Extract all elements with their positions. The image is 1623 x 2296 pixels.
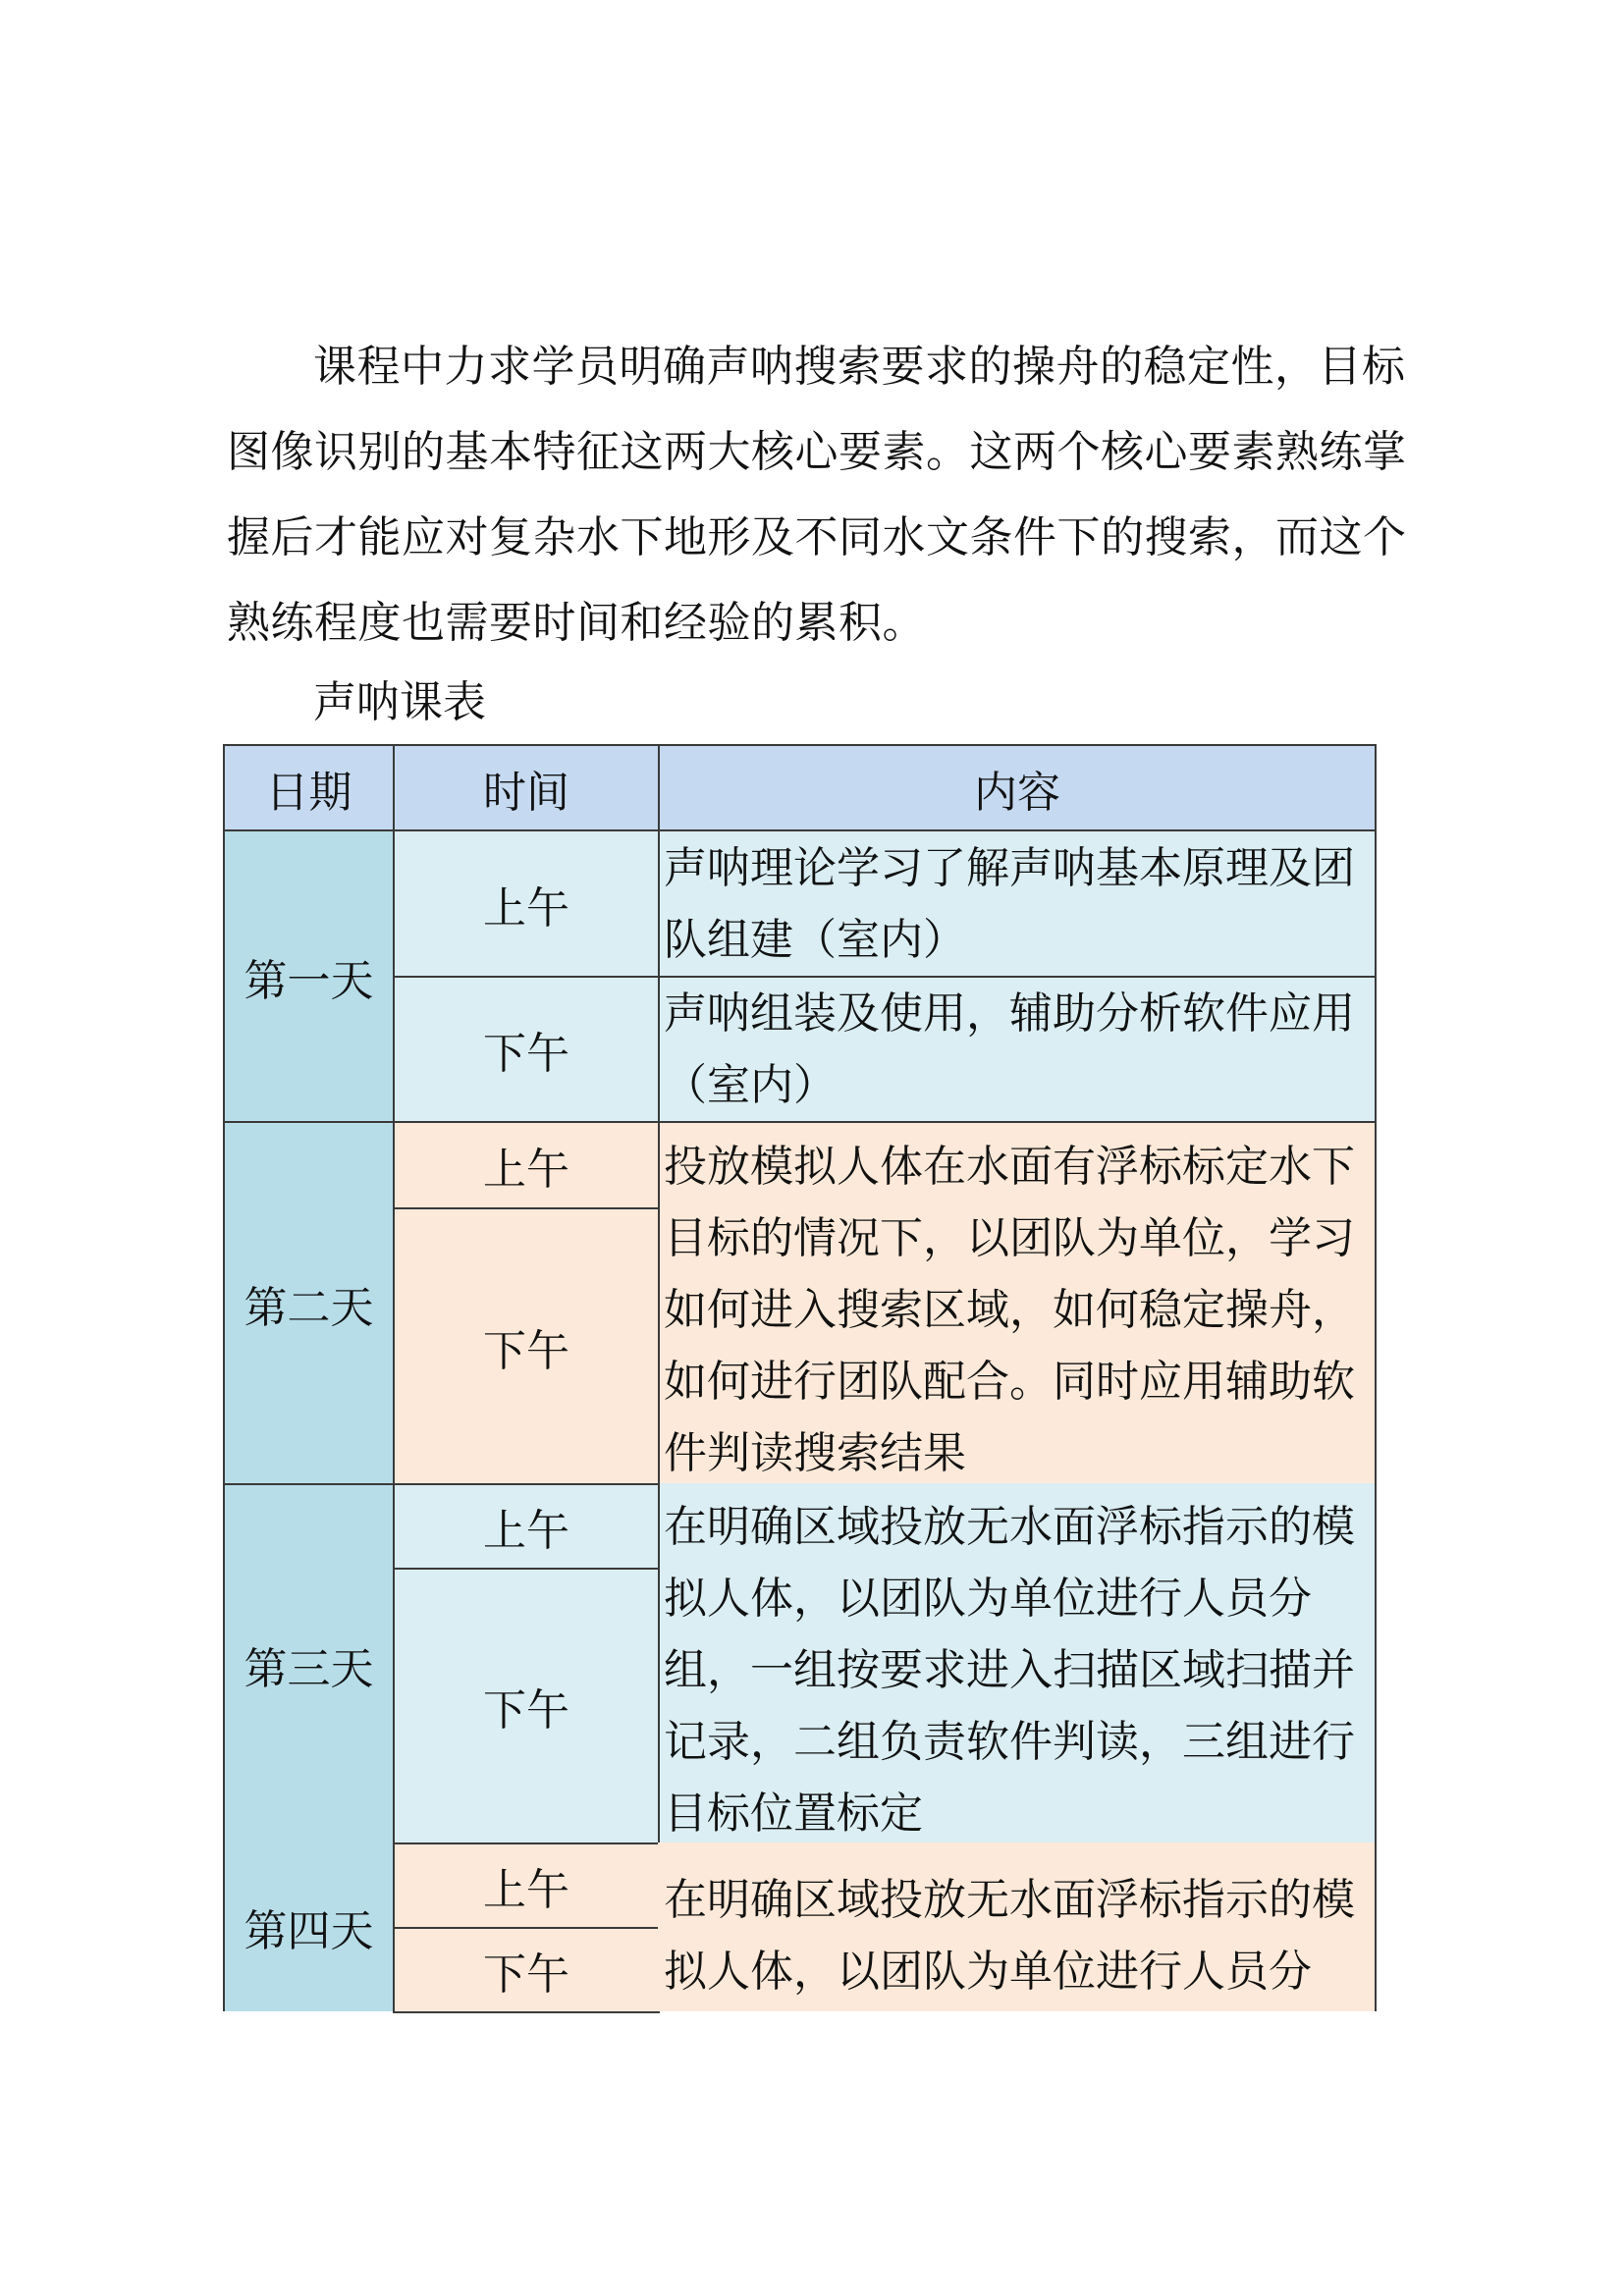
day-4-am: 上午 <box>393 1842 660 1929</box>
day-1-pm-content: 声呐组装及使用，辅助分析软件应用（室内） <box>658 976 1377 1123</box>
day-1-am-content: 声呐理论学习了解声呐基本原理及团队组建（室内） <box>658 829 1377 978</box>
day-2-label: 第二天 <box>223 1121 395 1485</box>
day-3-pm: 下午 <box>393 1568 660 1844</box>
header-time: 时间 <box>393 744 660 831</box>
day-3-label: 第三天 <box>223 1483 395 1844</box>
day-1-pm: 下午 <box>393 976 660 1123</box>
day-3-content: 在明确区域投放无水面浮标指示的模拟人体，以团队为单位进行人员分组，一组按要求进入扫描区域扫描并记录，二组负责软件判读，三组进行目标位置标定 <box>658 1483 1377 1842</box>
day-1-am: 上午 <box>393 829 660 978</box>
day-4-pm: 下午 <box>393 1927 660 2013</box>
header-date: 日期 <box>223 744 395 831</box>
day-2-content: 投放模拟人体在水面有浮标标定水下目标的情况下，以团队为单位，学习如何进入搜索区域，如何稳定操舟，如何进行团队配合。同时应用辅助软件判读搜索结果 <box>658 1121 1377 1485</box>
header-content: 内容 <box>658 744 1377 831</box>
day-2-am: 上午 <box>393 1121 660 1209</box>
body-paragraph: 课程中力求学员明确声呐搜索要求的操舟的稳定性，目标图像识别的基本特征这两大核心要素。这两个核心要素熟练掌握后才能应对复杂水下地形及不同水文条件下的搜索，而这个熟练程度也需要时间和经验的累积。 <box>227 342 1407 648</box>
day-4-content: 在明确区域投放无水面浮标指示的模拟人体，以团队为单位进行人员分 <box>658 1842 1377 2011</box>
day-1-label: 第一天 <box>223 829 395 1123</box>
day-2-pm: 下午 <box>393 1207 660 1485</box>
day-4-label: 第四天 <box>223 1842 395 2011</box>
table-caption: 声呐课表 <box>313 677 486 727</box>
day-3-am: 上午 <box>393 1483 660 1570</box>
